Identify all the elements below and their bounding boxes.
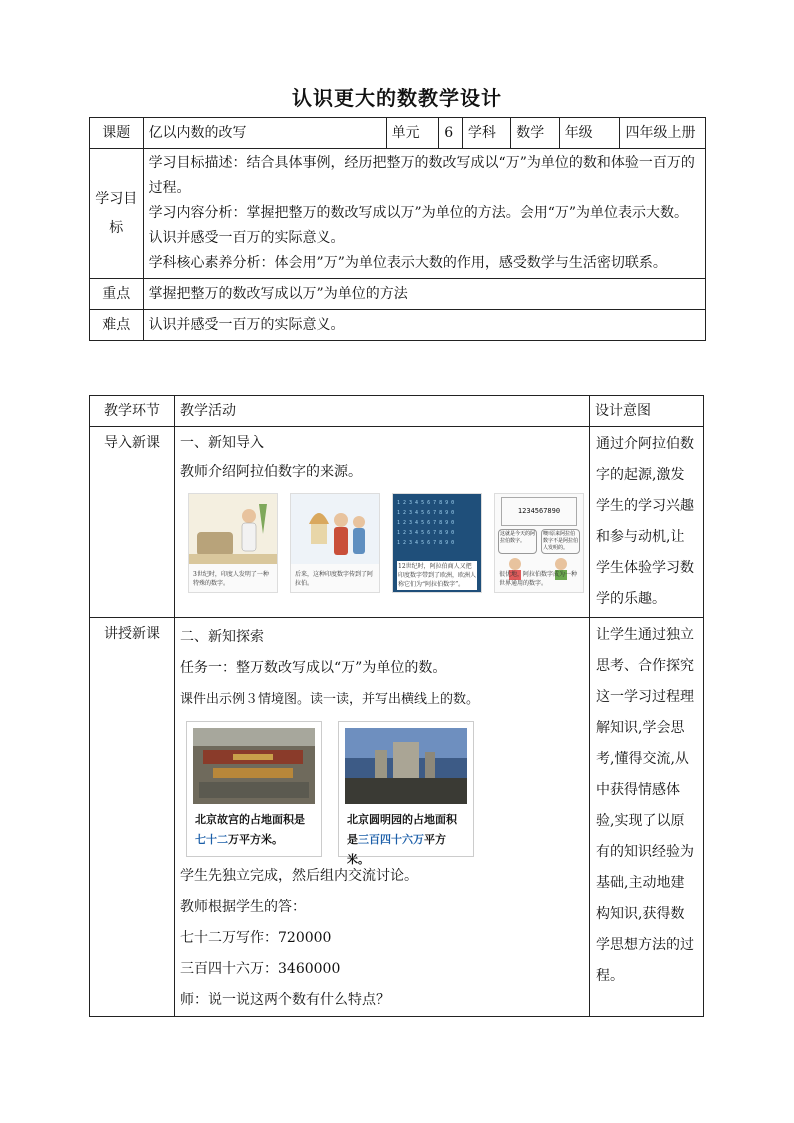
intro-text: 教师介绍阿拉伯数字的来源。 [180, 464, 362, 480]
section-intro-row [90, 427, 704, 618]
speech-bubble-right: 噢!原来阿拉伯数字不是阿拉伯人发明的。 [541, 529, 580, 554]
section-new-lesson-row [90, 618, 704, 1017]
old-summer-palace-image [345, 728, 467, 804]
goal-description: 学习目标描述：结合具体事例，经历把整万的数改写成以“万”为单位的数和体验一百万的过程。 [148, 155, 695, 196]
lesson-line: 师：说一说这两个数有什么特点？ [180, 992, 390, 1008]
topic-value: 亿以内数的改写 [143, 118, 386, 149]
lesson-line: 七十二万写作：720000 [180, 930, 332, 946]
picture-caption: 3世纪时，印度人发明了一种特殊的数字。 [193, 571, 269, 587]
document-title: 认识更大的数教学设计 [292, 86, 502, 110]
speech-bubble-left: 这就是今天的阿拉伯数字。 [498, 529, 537, 554]
svg-text:1 2 3 4 5 6 7 8 9 0: 1 2 3 4 5 6 7 8 9 0 [397, 540, 455, 546]
picture-caption: 很优地，阿拉伯数字成为一种世界通用的数字。 [499, 571, 578, 587]
intro-intent: 通过介阿拉伯数字的起源,激发学生的学习兴趣和参与动机,让学生体验学习数学的乐趣。 [590, 427, 704, 618]
topic-label: 课题 [90, 118, 144, 149]
origin-picture-europe [392, 493, 482, 593]
key-point-value: 掌握把整万的数改写成以万”为单位的方法 [143, 279, 705, 310]
caption-highlight: 七十二 [195, 833, 228, 846]
example-photos [186, 721, 584, 866]
lesson-intent: 让学生通过独立思考、合作探究这一学习过程理解知识,学会思考,懂得交流,从中获得情感体验,实现了以原有的知识经验为基础,主动地建构知识,获得数学思想方法的过程。 [590, 618, 704, 1017]
forbidden-city-photo [186, 721, 322, 857]
caption-suffix: 平方米。 [347, 833, 446, 866]
difficulty-value: 认识并感受一百万的实际意义。 [143, 310, 705, 341]
svg-text:1 2 3 4 5 6 7 8 9 0: 1 2 3 4 5 6 7 8 9 0 [397, 530, 455, 536]
unit-label: 单元 [386, 118, 439, 149]
activity-header: 教学活动 [175, 396, 590, 427]
content-analysis: 学习内容分析：掌握把整万的数改写成以万”为单位的方法。会用“万”为单位表示大数。认识并感受一百万的实际意义。 [148, 205, 689, 246]
svg-text:1 2 3 4 5 6 7 8 9 0: 1 2 3 4 5 6 7 8 9 0 [397, 510, 455, 516]
lesson-line: 三百四十六万：3460000 [180, 961, 341, 977]
intro-heading: 一、新知导入 [180, 435, 264, 451]
india-illustration [189, 494, 277, 564]
numeral-chart-illustration [393, 494, 481, 554]
lesson-line: 教师根据学生的答： [180, 899, 306, 915]
picture-caption: 12世纪时，阿拉伯商人又把印度数字带到了欧洲，欧洲人称它们为“阿拉伯数字”。 [398, 563, 477, 588]
digits-banner: 1234567890 [501, 497, 577, 526]
teaching-plan-table [89, 395, 704, 1017]
caption-prefix: 北京圆明园的占地面积是 [347, 813, 457, 846]
key-point-label: 重点 [90, 279, 144, 310]
intro-activity [175, 427, 590, 618]
picture-caption: 后来，这种印度数字传到了阿拉伯。 [295, 571, 374, 587]
key-point-row [90, 279, 706, 310]
grade-label: 年级 [559, 118, 620, 149]
intro-stage: 导入新课 [90, 427, 175, 618]
core-literacy-analysis: 学科核心素养分析：体会用”万”为单位表示大数的作用，感受数学与生活密切联系。 [148, 255, 667, 271]
grade-value: 四年级上册 [620, 118, 706, 149]
caption-suffix: 万平方米。 [228, 833, 283, 846]
goals-content [143, 149, 705, 279]
caption-prefix: 北京故宫的占地面积是 [195, 813, 305, 826]
origin-picture-strip [188, 493, 584, 593]
example-instruction: 课件出示例３情境图。读一读，并写出横线上的数。 [180, 692, 480, 707]
caption-highlight: 三百四十六万 [358, 833, 424, 846]
lesson-line: 学生先独立完成，然后组内交流讨论。 [180, 868, 418, 884]
unit-value: 6 [439, 118, 463, 149]
lesson-activity [175, 618, 590, 1017]
origin-picture-arabia [290, 493, 380, 593]
old-summer-palace-photo [338, 721, 474, 866]
subject-label: 学科 [462, 118, 510, 149]
stage-header: 教学环节 [90, 396, 175, 427]
lesson-stage: 讲授新课 [90, 618, 175, 1017]
svg-text:1 2 3 4 5 6 7 8 9 0: 1 2 3 4 5 6 7 8 9 0 [397, 500, 455, 506]
intent-header: 设计意图 [590, 396, 704, 427]
task-one: 任务一：整万数改写成以“万”为单位的数。 [180, 660, 447, 676]
svg-text:1 2 3 4 5 6 7 8 9 0: 1 2 3 4 5 6 7 8 9 0 [397, 520, 455, 526]
forbidden-city-caption [195, 810, 315, 850]
difficulty-label: 难点 [90, 310, 144, 341]
goals-row [90, 149, 706, 279]
info-row [90, 118, 706, 149]
origin-picture-world [494, 493, 584, 593]
difficulty-row [90, 310, 706, 341]
speech-bubbles [498, 529, 580, 554]
forbidden-city-image [193, 728, 315, 804]
lesson-heading: 二、新知探索 [180, 629, 264, 645]
lesson-info-table [89, 117, 706, 341]
goals-label: 学习目标 [90, 149, 144, 279]
subject-value: 数学 [511, 118, 559, 149]
old-summer-palace-caption [347, 810, 467, 870]
arabia-illustration [291, 494, 379, 564]
plan-header-row [90, 396, 704, 427]
origin-picture-india [188, 493, 278, 593]
